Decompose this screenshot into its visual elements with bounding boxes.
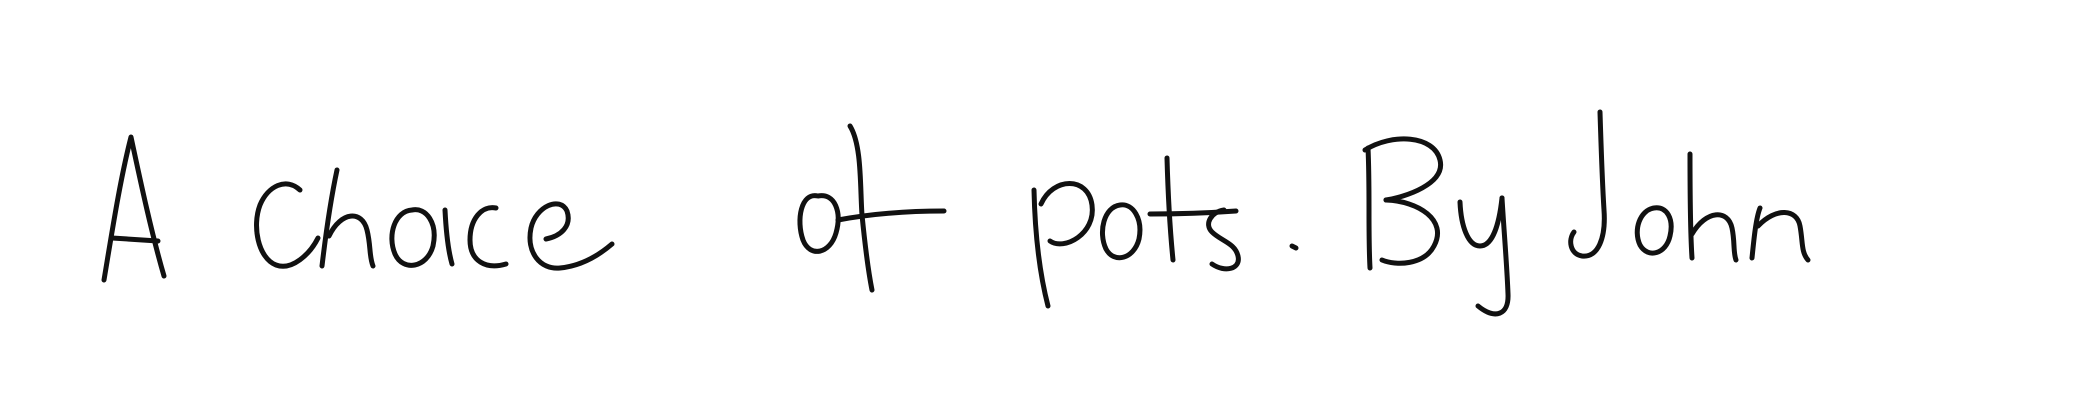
word-choice [257, 170, 612, 268]
word-john [1571, 112, 1808, 260]
word-by [1365, 139, 1508, 314]
word-of [800, 126, 944, 290]
word-a [104, 137, 164, 280]
word-pots [1034, 158, 1296, 306]
